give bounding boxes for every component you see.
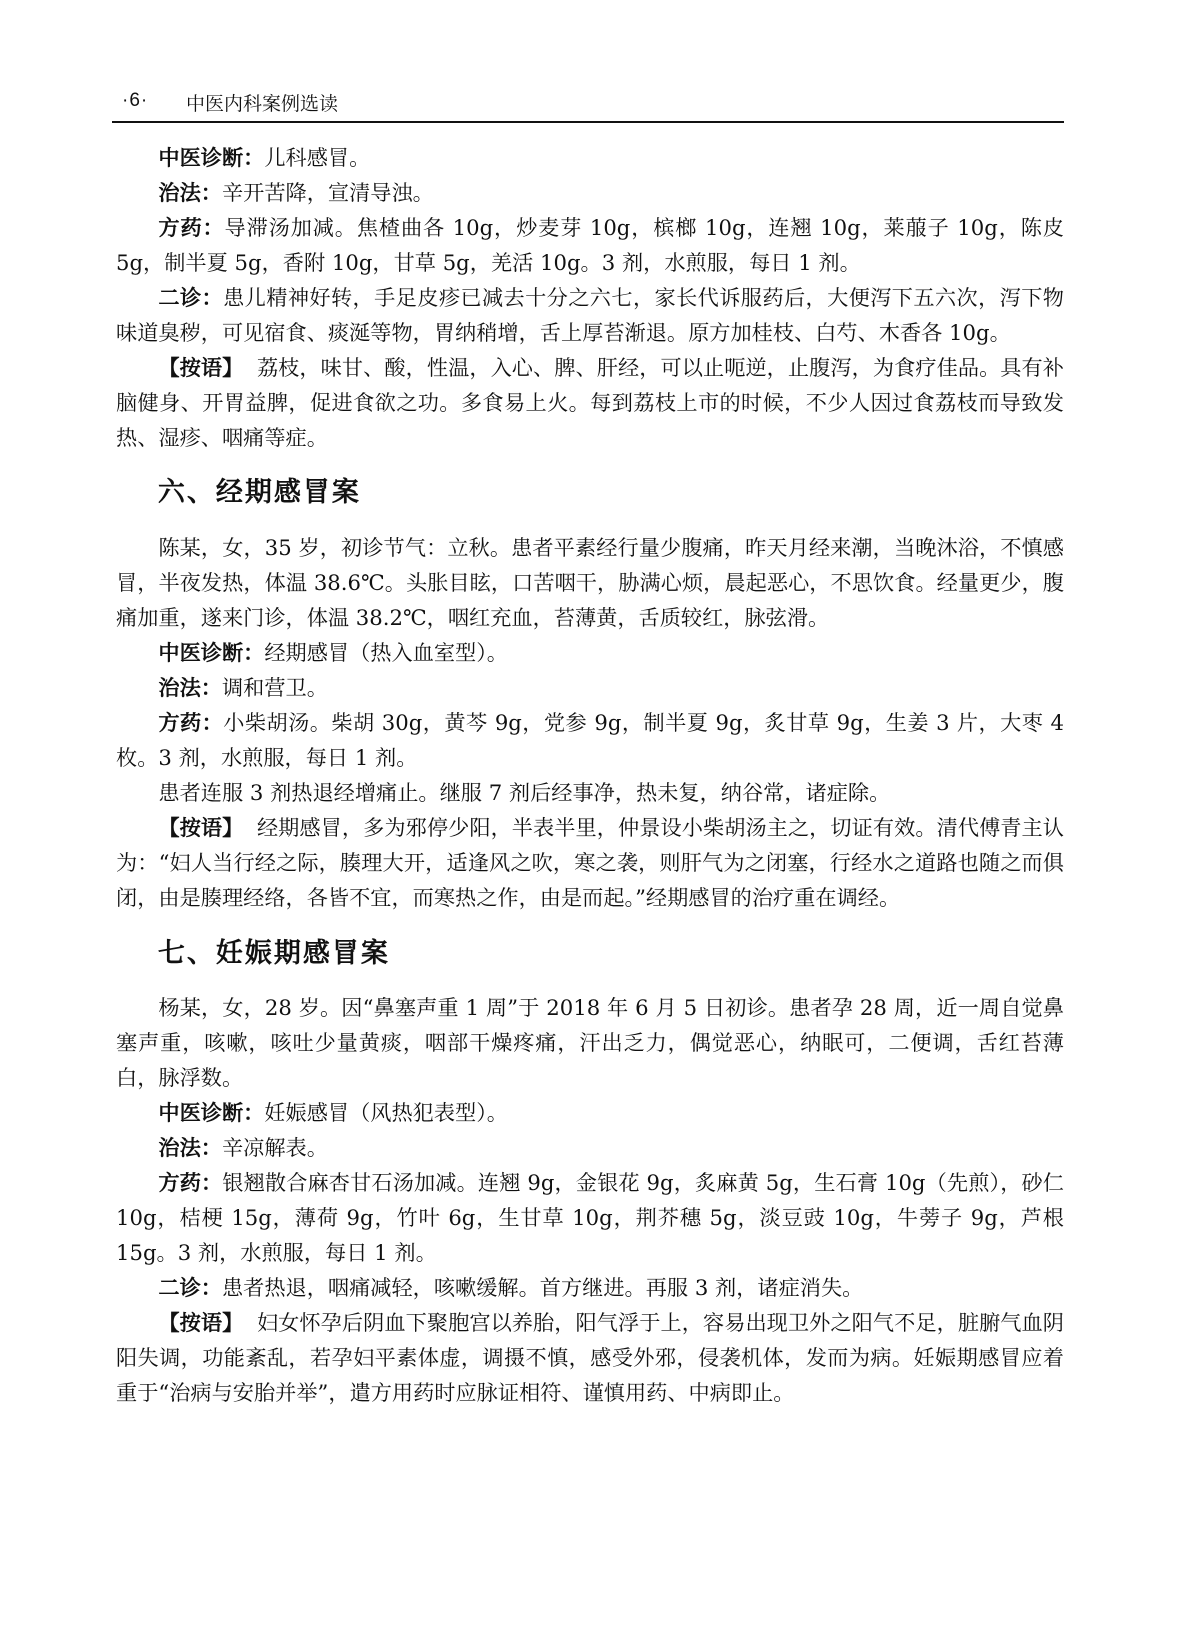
- section-heading-case6: 六、经期感冒案: [157, 477, 361, 508]
- case7-history: 杨某，女，28 岁。因“鼻塞声重 1 周”于 2018 年 6 月 5 日初诊。患者孕 28 周，近一周自觉鼻塞声重，咳嗽，咳吐少量黄痰，咽部干燥疼痛，汗出乏力，偶觉恶心，纳眠可，二便调，舌红苔薄白，脉浮数。: [116, 995, 1064, 1090]
- method-label: 治法：: [158, 675, 222, 700]
- note-text: 经期感冒，多为邪停少阳，半表半里，仲景设小柴胡汤主之，切证有效。清代傅青主认为：“妇人当行经之际，腠理大开，适逢风之吹，寒之袭，则肝气为之闭塞，行经水之道路也随之而俱闭，由是腠理经络，各皆不宜，而寒热之作，由是而起。”经期感冒的治疗重在调经。: [116, 815, 1064, 910]
- header-rule: [112, 121, 1064, 123]
- prescription-text: 银翘散合麻杏甘石汤加减。连翘 9g，金银花 9g，炙麻黄 5g，生石膏 10g（先煎），砂仁 10g，桔梗 15g，薄荷 9g，竹叶 6g，生甘草 10g，荆芥穗 5g，淡豆豉 10g，牛蒡子 9g，芦根 15g。3 剂，水煎服，每日 1 剂。: [116, 1170, 1064, 1265]
- prescription-label: 方药：: [158, 1170, 223, 1195]
- note-text: 荔枝，味甘、酸，性温，入心、脾、肝经，可以止呃逆，止腹泻，为食疗佳品。具有补脑健身、开胃益脾，促进食欲之功。多食易上火。每到荔枝上市的时候，不少人因过食荔枝而导致发热、湿疹、咽痛等症。: [116, 355, 1064, 450]
- second-visit-label: 二诊：: [158, 285, 224, 310]
- method-text: 调和营卫。: [221, 675, 328, 700]
- diagnosis-text: 儿科感冒。: [264, 145, 371, 170]
- note-text: 妇女怀孕后阴血下聚胞宫以养胎，阳气浮于上，容易出现卫外之阳气不足，脏腑气血阴阳失调，功能紊乱，若孕妇平素体虚，调摄不慎，感受外邪，侵袭机体，发而为病。妊娠期感冒应着重于“治病与安胎并举”，遣方用药时应脉证相符、谨慎用药、中病即止。: [116, 1310, 1064, 1405]
- note-label: 【按语】: [158, 815, 244, 840]
- case5-method: [116, 175, 1064, 210]
- diagnosis-label: 中医诊断：: [158, 640, 265, 665]
- page-body: [116, 140, 1064, 1410]
- case5-prescription: [116, 210, 1064, 280]
- running-title: 中医内科案例选读: [186, 93, 339, 115]
- case6-followup: 患者连服 3 剂热退经增痛止。继服 7 剂后经事净，热未复，纳谷常，诸症除。: [158, 780, 891, 805]
- page-number: ·6·: [122, 90, 149, 111]
- note-label: 【按语】: [158, 355, 244, 380]
- method-text: 辛凉解表。: [221, 1135, 328, 1160]
- page-header: [116, 86, 1064, 120]
- diagnosis-label: 中医诊断：: [158, 1100, 265, 1125]
- section-heading-case7: 七、妊娠期感冒案: [157, 938, 390, 969]
- case5-second-visit: [116, 280, 1064, 350]
- case6-history: 陈某，女，35 岁，初诊节气：立秋。患者平素经行量少腹痛，昨天月经来潮，当晚沐浴，不慎感冒，半夜发热，体温 38.6℃。头胀目眩，口苦咽干，胁满心烦，晨起恶心，不思饮食。经量更少，腹痛加重，遂来门诊，体温 38.2℃，咽红充血，苔薄黄，舌质较红，脉弦滑。: [116, 535, 1064, 630]
- case6-prescription: [116, 705, 1064, 775]
- method-text: 辛开苦降，宣清导浊。: [221, 180, 434, 205]
- case7-second-visit: [116, 1270, 1064, 1305]
- note-label: 【按语】: [158, 1310, 244, 1335]
- case6-method: [116, 670, 1064, 705]
- diagnosis-text: 经期感冒（热入血室型）。: [264, 640, 508, 665]
- second-visit-text: 患儿精神好转，手足皮疹已减去十分之六七，家长代诉服药后，大便泻下五六次，泻下物味道臭秽，可见宿食、痰涎等物，胃纳稍增，舌上厚苔渐退。原方加桂枝、白芍、木香各 10g。: [116, 285, 1064, 345]
- case7-method: [116, 1130, 1064, 1165]
- prescription-text: 导滞汤加减。焦楂曲各 10g，炒麦芽 10g，槟榔 10g，连翘 10g，莱菔子 10g，陈皮 5g，制半夏 5g，香附 10g，甘草 5g，羌活 10g。3 剂，水煎服，每日 1 剂。: [116, 215, 1064, 275]
- prescription-text: 小柴胡汤。柴胡 30g，黄芩 9g，党参 9g，制半夏 9g，炙甘草 9g，生姜 3 片，大枣 4 枚。3 剂，水煎服，每日 1 剂。: [116, 710, 1064, 770]
- case7-diagnosis: [116, 1095, 1064, 1130]
- method-label: 治法：: [158, 180, 222, 205]
- case6-diagnosis: [116, 635, 1064, 670]
- method-label: 治法：: [158, 1135, 222, 1160]
- second-visit-text: 患者热退，咽痛减轻，咳嗽缓解。首方继进。再服 3 剂，诸症消失。: [221, 1275, 864, 1300]
- diagnosis-label: 中医诊断：: [158, 145, 265, 170]
- case5-note: [116, 350, 1064, 455]
- case7-prescription: [116, 1165, 1064, 1270]
- diagnosis-text: 妊娠感冒（风热犯表型）。: [264, 1100, 508, 1125]
- case6-note: [116, 810, 1064, 915]
- prescription-label: 方药：: [158, 215, 225, 240]
- second-visit-label: 二诊：: [158, 1275, 222, 1300]
- case5-diagnosis: [116, 140, 1064, 175]
- case7-note: [116, 1305, 1064, 1410]
- prescription-label: 方药：: [158, 710, 224, 735]
